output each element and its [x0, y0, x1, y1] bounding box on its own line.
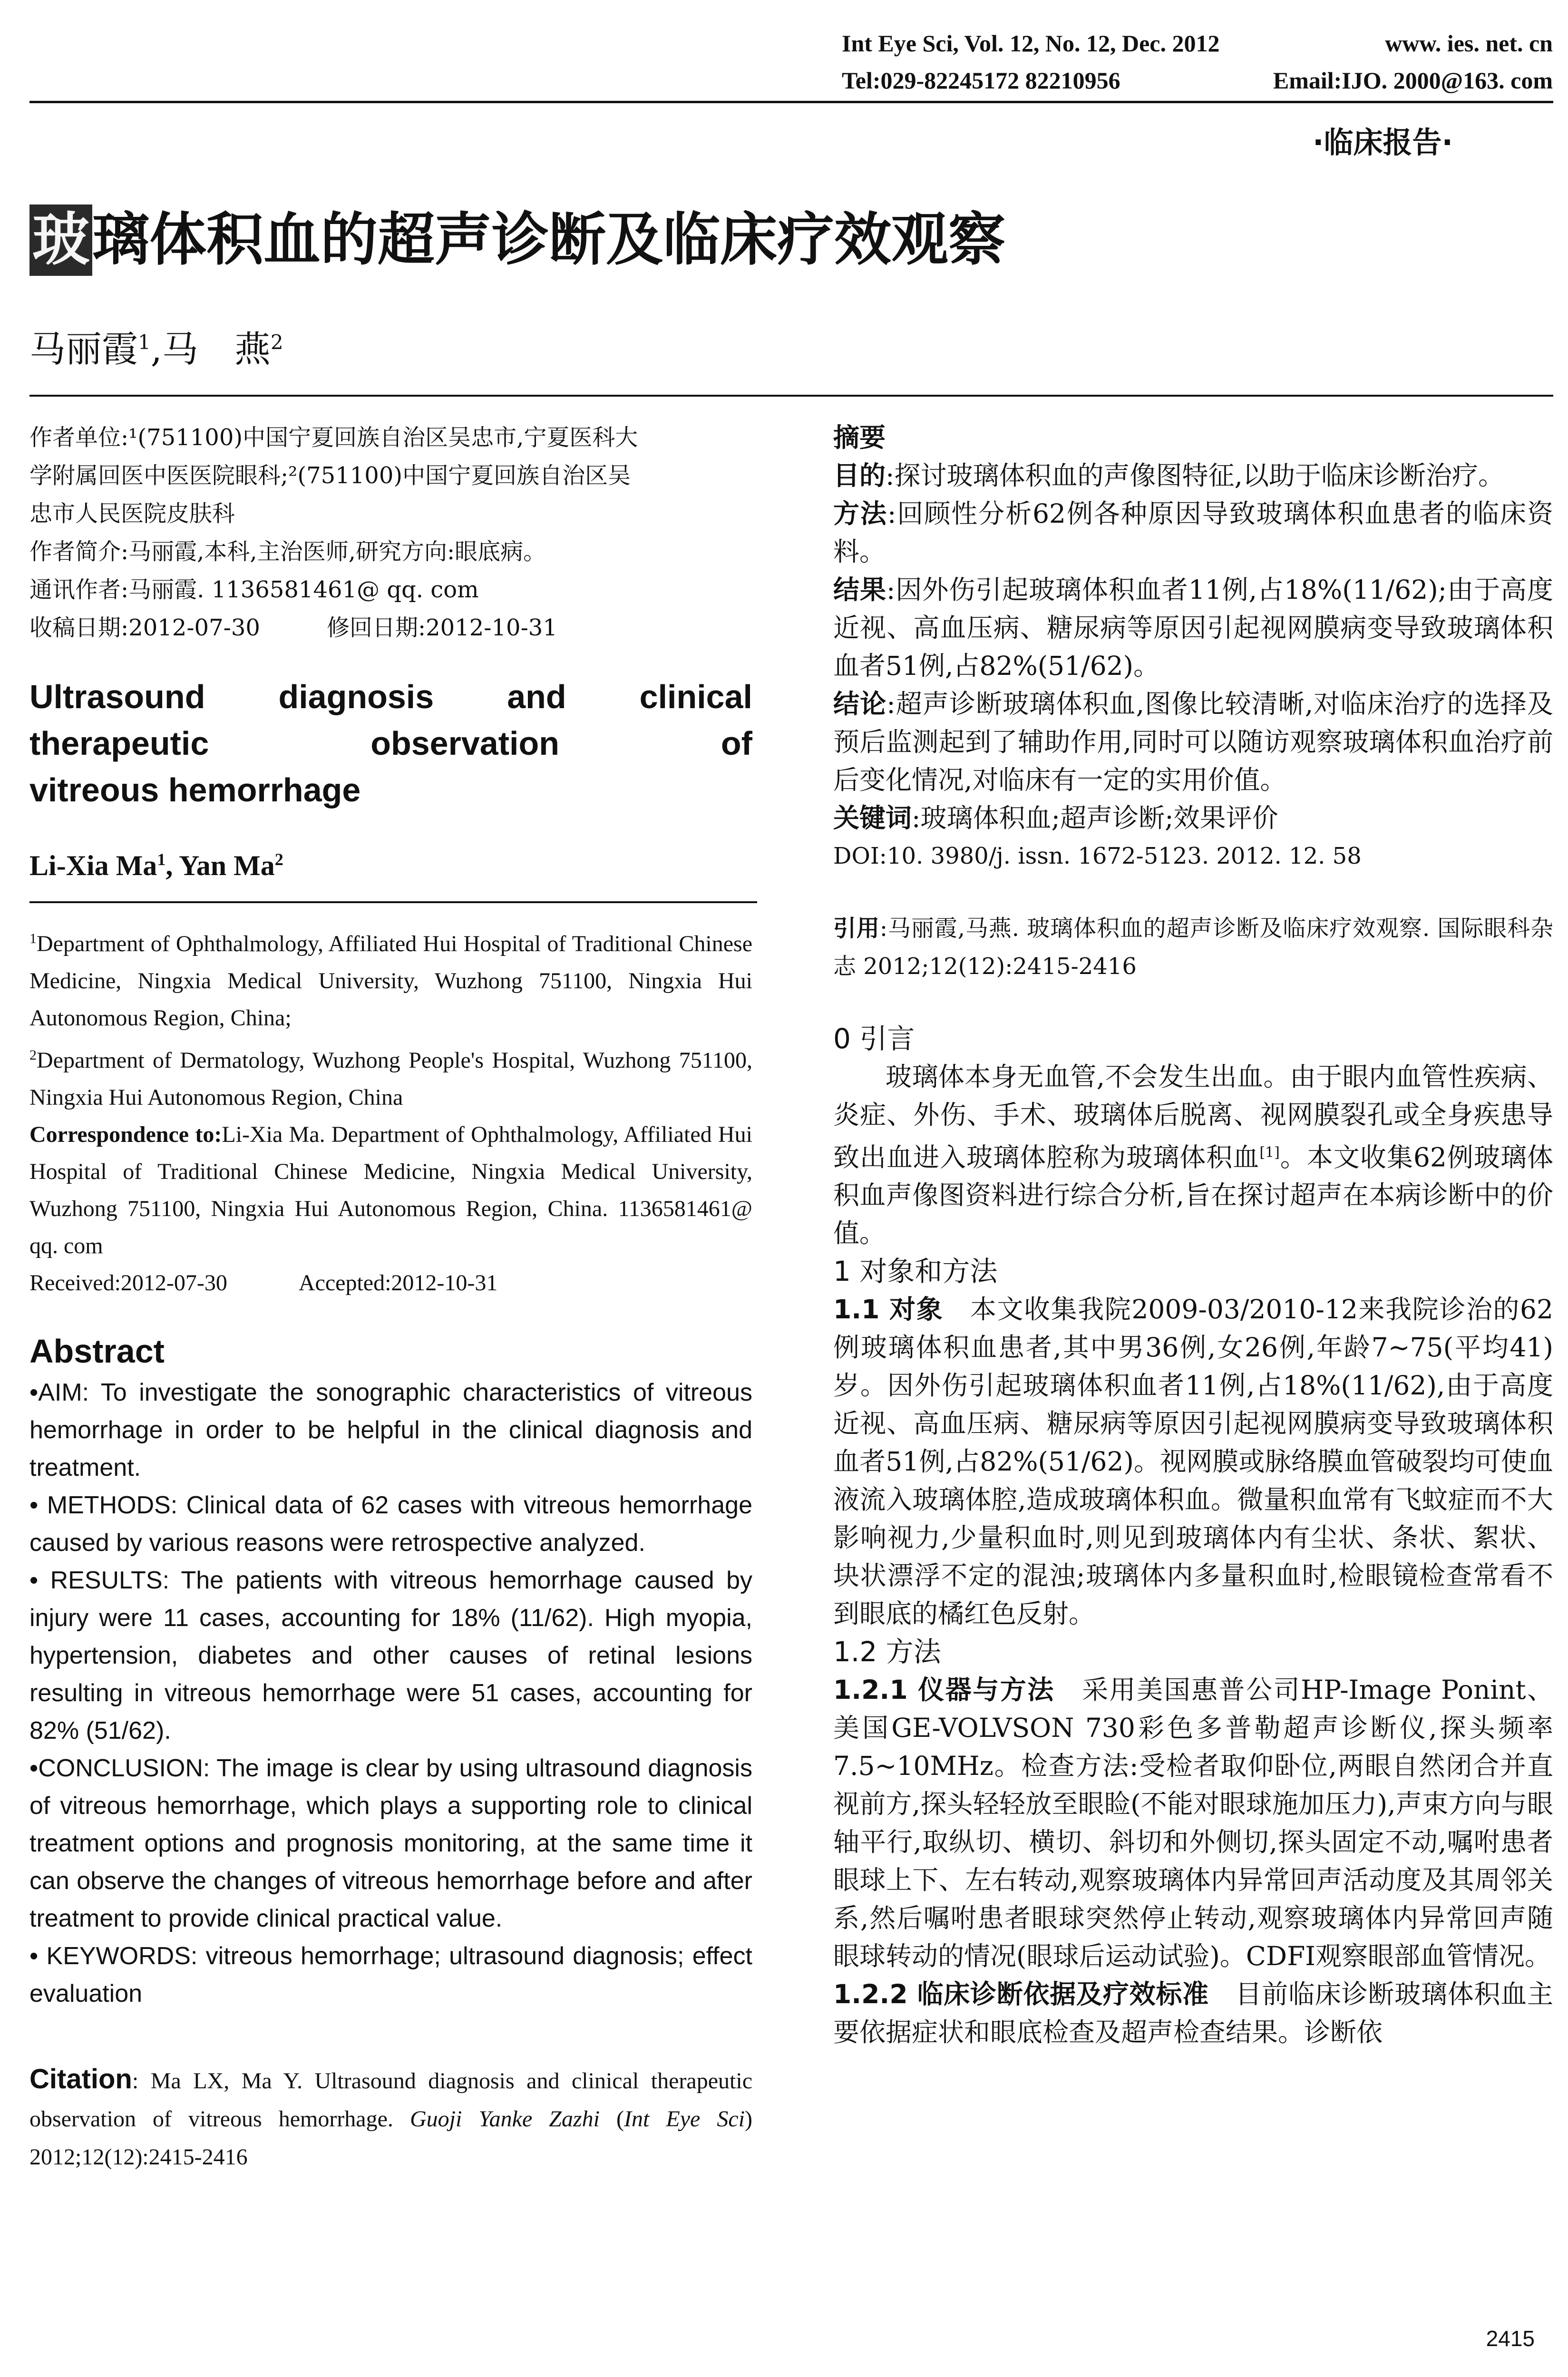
abstract-keywords: • KEYWORDS: vitreous hemorrhage; ultrasound diagnosis; effect evaluation [29, 1942, 752, 2007]
cn-received: 收稿日期:2012-07-30 [29, 614, 260, 641]
en-title-line: Ultrasound diagnosis and clinical [29, 678, 752, 715]
abstract-heading-cn: 摘要 [833, 422, 886, 453]
en-title-line: therapeutic observation of [29, 725, 752, 762]
author-1-sup: 1 [138, 331, 151, 354]
cn-keywords-text: :玻璃体积血;超声诊断;效果评价 [912, 803, 1278, 833]
abstract-cn [833, 419, 1553, 875]
en-aff-1 [29, 920, 752, 1037]
journal-tel: Tel:029-82245172 82210956 [842, 67, 1120, 94]
section-1-2-2-text: 目前临床诊断玻璃体积血主要依据症状和眼底检查及超声检查结果。诊断依 [833, 1979, 1553, 2048]
cn-correspondence: 通讯作者:马丽霞. 1136581461@ qq. com [29, 576, 479, 603]
section-1-1-label: 1.1 对象 [833, 1294, 944, 1325]
author-sep: , [150, 328, 162, 370]
cn-affiliation-line1: 作者单位:¹(751100)中国宁夏回族自治区吴忠市,宁夏医科大 [29, 424, 638, 451]
title-rule [29, 395, 1553, 397]
page-number: 2415 [1486, 2326, 1535, 2351]
citation-cn-text: :马丽霞,马燕. 玻璃体积血的超声诊断及临床疗效观察. 国际眼科杂志 2012;12(12):2415-2416 [833, 915, 1553, 980]
cn-conclusion-label: 结论 [833, 689, 887, 719]
citation-text-c: ) 2012;12(12):2415-2416 [29, 2106, 753, 2170]
citation-text-a: : Ma LX, Ma Y. Ultrasound diagnosis and clinical therapeutic observation of vitreous hemorrhage. [29, 2068, 752, 2132]
section-1-heading: 1 对象和方法 [833, 1255, 998, 1288]
article-body [833, 1020, 1553, 2051]
running-header [842, 25, 1553, 99]
cn-aim-text: :探讨玻璃体积血的声像图特征,以助于临床诊断治疗。 [886, 460, 1505, 491]
en-author-2: Yan Ma [179, 850, 275, 881]
intro-text-a: 玻璃体本身无血管,不会发生出血。由于眼内血管性疾病、炎症、外伤、手术、玻璃体后脱离、视网膜裂孔或全身疾患导致出血进入玻璃体腔称为玻璃体积血 [833, 1062, 1553, 1173]
cn-conclusion-text: :超声诊断玻璃体积血,图像比较清晰,对临床治疗的选择及预后监测起到了辅助作用,同时可以随访观察玻璃体积血治疗前后变化情况,对临床有一定的实用价值。 [833, 689, 1553, 795]
article-title-cn [29, 205, 1456, 276]
intro-text-b: 。本文收集62例玻璃体积血声像图资料进行综合分析,旨在探讨超声在本病诊断中的价值。 [833, 1142, 1553, 1249]
cn-revised: 修回日期:2012-10-31 [326, 614, 557, 641]
cn-info [29, 419, 752, 647]
authors-en [29, 838, 752, 887]
cn-results-text: :因外伤引起玻璃体积血者11例,占18%(11/62);由于高度近视、高血压病、糖尿病等原因引起视网膜病变导致玻璃体积血者51例,占82%(51/62)。 [833, 575, 1553, 681]
authors-cn [29, 314, 283, 378]
cn-affiliation-line3: 忠市人民医院皮肤科 [29, 500, 235, 527]
citation-text-b: ( [600, 2106, 624, 2132]
cn-methods-text: :回顾性分析62例各种原因导致玻璃体积血患者的临床资料。 [833, 498, 1553, 567]
en-dates [29, 1265, 752, 1302]
citation-abbr: Int Eye Sci [624, 2106, 745, 2132]
cn-methods [833, 495, 1553, 571]
citation-en [29, 2060, 752, 2176]
citation-label: Citation [29, 2064, 132, 2094]
citation-cn-label: 引用 [833, 915, 880, 942]
en-author-1-sup: 1 [157, 850, 166, 869]
cn-aim [833, 457, 1553, 495]
citation-journal: Guoji Yanke Zazhi [409, 2106, 600, 2132]
cn-aim-label: 目的 [833, 460, 886, 491]
article-title-en [29, 673, 752, 813]
en-affiliation [29, 920, 752, 1302]
section-1-2-2 [833, 1975, 1553, 2051]
section-1-1 [833, 1290, 1553, 1633]
section-1-2-1-text: 采用美国惠普公司HP-Image Ponint、美国GE-VOLVSON 730彩色多普勒超声诊断仪,探头频率7.5~10MHz。检查方法:受检者取仰卧位,两眼自然闭合并直视前方,探头轻轻放至眼睑(不能对眼球施加压力),声束方向与眼轴平行,取纵切、横切、斜切和外侧切,探头固定不动,嘱咐患者眼球上下、左右转动,观察玻璃体内异常回声活动度及其周邻关系,然后嘱咐患者眼球突然停止转动,观察玻璃体内异常回声随眼球转动的情况(眼球后运动试验)。CDFI观察眼部血管情况。 [833, 1675, 1553, 1972]
abstract-en [29, 1374, 752, 2013]
en-author-sep: , [166, 850, 179, 881]
section-1-2-2-label: 1.2.2 临床诊断依据及疗效标准 [833, 1979, 1209, 2010]
author-2-sup: 2 [270, 331, 283, 354]
section-1-1-text: 本文收集我院2009-03/2010-12来我院诊治的62例玻璃体积血患者,其中男36例,女26例,年龄7~75(平均41)岁。因外伤引起玻璃体积血者11例,占18%(11/62),由于高度近视、高血压病、糖尿病等原因引起视网膜病变导致玻璃体积血者51例,占82%(51/62)。视网膜或脉络膜血管破裂均可使血液流入玻璃体腔,造成玻璃体积血。微量积血常有飞蚊症而不大影响视力,少量积血时,则见到玻璃体内有尘状、条状、絮状、块状漂浮不定的混浊;玻璃体内多量积血时,检眼镜检查常看不到眼底的橘红色反射。 [833, 1294, 1553, 1629]
abstract-conclusion: •CONCLUSION: The image is clear by using ultrasound diagnosis of vitreous hemorrhage, which plays a supporting role to clinical treatment options and prognosis monitoring, at the same time it can observe the changes of vitreous hemorrhage before and after treatment to provide clinical practical value. [29, 1754, 752, 1932]
cn-results [833, 571, 1553, 685]
title-first-char: 玻 [29, 205, 92, 276]
en-corr-label: Correspondence to: [29, 1122, 222, 1147]
abstract-methods: • METHODS: Clinical data of 62 cases with vitreous hemorrhage caused by various reasons were retrospective analyzed. [29, 1491, 752, 1557]
en-corr-text: Li-Xia Ma. Department of Ophthalmology, Affiliated Hui Hospital of Traditional Chinese Medicine, Ningxia Medical University, Wuzhong 751100, Ningxia Hui Autonomous Region, China. 1136581461@ qq. com [29, 1122, 752, 1258]
cn-dates [29, 609, 752, 647]
en-aff-2-text: Department of Dermatology, Wuzhong People's Hospital, Wuzhong 751100, Ningxia Hui Autonomous Region, China [29, 1048, 752, 1110]
en-author-1: Li-Xia Ma [29, 850, 157, 881]
cn-affiliation-line2: 学附属回医中医医院眼科;²(751100)中国宁夏回族自治区吴 [29, 462, 631, 489]
en-aff-1-text: Department of Ophthalmology, Affiliated Hui Hospital of Traditional Chinese Medicine, Ningxia Medical University, Wuzhong 751100, Ningxia Hui Autonomous Region, China; [29, 931, 752, 1031]
cn-results-label: 结果 [833, 575, 886, 605]
cn-keywords [833, 799, 1553, 837]
authors-rule [29, 901, 757, 903]
author-2: 马 燕 [162, 328, 271, 370]
section-1-2-1 [833, 1671, 1553, 1975]
title-rest: 璃体积血的超声诊断及临床疗效观察 [92, 207, 1005, 273]
en-aff-2 [29, 1037, 752, 1116]
section-1-2-heading: 1.2 方法 [833, 1636, 941, 1668]
en-author-2-sup: 2 [274, 850, 283, 869]
en-aff-1-sup: 1 [29, 931, 37, 946]
right-column [833, 419, 1553, 2051]
cn-keywords-label: 关键词 [833, 803, 912, 833]
abstract-results: • RESULTS: The patients with vitreous hemorrhage caused by injury were 11 cases, accounting for 18% (11/62). High myopia, hypertension, diabetes and other causes of retinal lesions resulting in vitreous hemorrhage were 51 cases, accounting for 82% (51/62). [29, 1567, 752, 1744]
abstract-aim: •AIM: To investigate the sonographic characteristics of vitreous hemorrhage in order to be helpful in the clinical diagnosis and treatment. [29, 1379, 752, 1481]
citation-cn [833, 909, 1553, 985]
intro-paragraph [833, 1058, 1553, 1252]
en-received: Received:2012-07-30 [29, 1270, 227, 1296]
journal-email: Email:IJO. 2000@163. com [1273, 67, 1553, 94]
en-correspondence [29, 1116, 752, 1265]
en-accepted: Accepted:2012-10-31 [298, 1270, 498, 1296]
doi: DOI:10. 3980/j. issn. 1672-5123. 2012. 12. 58 [833, 843, 1362, 869]
section-1-2-1-label: 1.2.1 仪器与方法 [833, 1675, 1055, 1705]
intro-heading: 0 引言 [833, 1023, 915, 1055]
intro-ref: [1] [1259, 1144, 1280, 1161]
en-aff-2-sup: 2 [29, 1047, 37, 1063]
left-column [29, 419, 752, 2176]
abstract-heading-en: Abstract [29, 1333, 165, 1370]
section-tag: ·临床报告· [1313, 125, 1453, 160]
journal-website: www. ies. net. cn [1385, 30, 1553, 57]
cn-bio: 作者简介:马丽霞,本科,主治医师,研究方向:眼底病。 [29, 538, 546, 565]
cn-conclusion [833, 685, 1553, 799]
en-title-line: vitreous hemorrhage [29, 771, 361, 809]
header-rule [29, 101, 1553, 103]
cn-methods-label: 方法 [833, 498, 887, 529]
author-1: 马丽霞 [29, 328, 138, 370]
journal-line: Int Eye Sci, Vol. 12, No. 12, Dec. 2012 [842, 30, 1220, 57]
